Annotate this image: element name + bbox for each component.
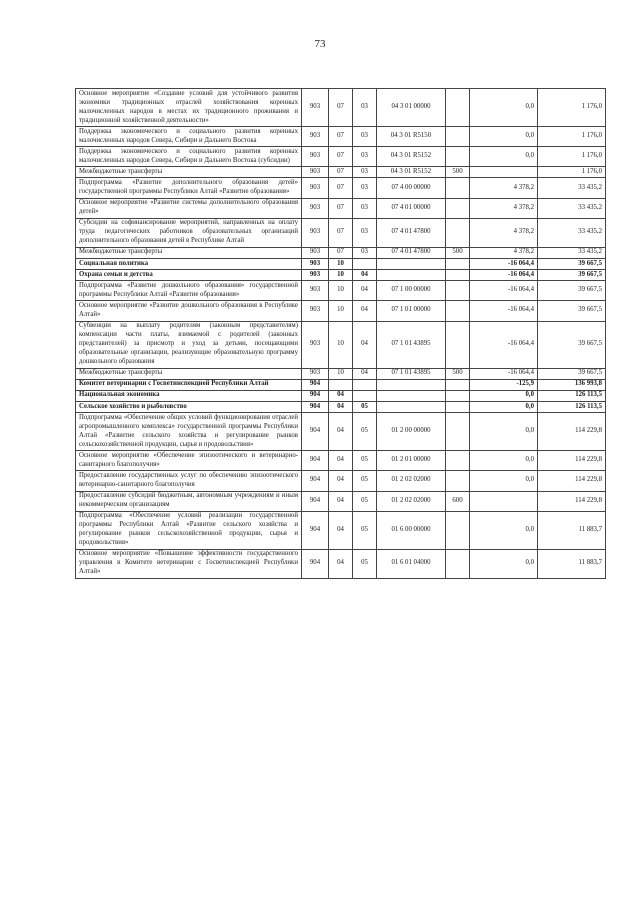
subsection-code: 03 [353, 247, 377, 258]
amount-change: 0,0 [470, 549, 538, 578]
table-row [76, 511, 606, 549]
table-row [76, 270, 606, 281]
section-code [329, 379, 353, 390]
grbs-code: 904 [302, 549, 329, 578]
grbs-code: 904 [302, 379, 329, 390]
section-code: 04 [329, 491, 353, 511]
row-name: Национальная экономика [76, 390, 302, 401]
amount-change: -16 064,4 [470, 301, 538, 321]
expense-type-code [446, 147, 470, 167]
row-name: Основное мероприятие «Развитие дошкольного образования в Республике Алтай» [76, 301, 302, 321]
subsection-code: 05 [353, 491, 377, 511]
amount-total: 1 176,0 [538, 167, 606, 178]
target-article-code: 01 2 01 00000 [377, 451, 446, 471]
expense-type-code: 500 [446, 247, 470, 258]
row-name: Поддержка экономического и социального развития коренных малочисленных народов Севера, Сибири и Дальнего Востока (субсидии) [76, 147, 302, 167]
expense-type-code [446, 270, 470, 281]
grbs-code: 904 [302, 471, 329, 491]
subsection-code: 05 [353, 413, 377, 451]
section-code: 04 [329, 413, 353, 451]
table-row [76, 368, 606, 379]
subsection-code: 04 [353, 301, 377, 321]
amount-change: 4 378,2 [470, 198, 538, 218]
amount-change: 4 378,2 [470, 218, 538, 247]
amount-total: 39 667,5 [538, 281, 606, 301]
amount-change: 0,0 [470, 89, 538, 127]
target-article-code: 01 2 02 02000 [377, 471, 446, 491]
row-name: Основное мероприятие «Обеспечение эпизоотического и ветеринарно-санитарного благополучия» [76, 451, 302, 471]
subsection-code: 05 [353, 511, 377, 549]
amount-change: 0,0 [470, 471, 538, 491]
target-article-code: 04 3 01 R5150 [377, 127, 446, 147]
grbs-code: 903 [302, 127, 329, 147]
section-code: 04 [329, 451, 353, 471]
section-code: 07 [329, 178, 353, 198]
subsection-code: 03 [353, 167, 377, 178]
table-row [76, 198, 606, 218]
row-name: Субсидии на софинансирование мероприятий, направленных на оплату труда педагогических работников образовательных организаций дополнительного образования детей в Республике Алтай [76, 218, 302, 247]
grbs-code: 903 [302, 281, 329, 301]
target-article-code: 04 3 01 R5152 [377, 167, 446, 178]
row-name: Подпрограмма «Обеспечение условий реализации государственной программы Республики Алтай «Развитие сельского хозяйства и регулирование рынков сельскохозяйственной продукции, сырья и продовольствия» [76, 511, 302, 549]
subsection-code: 03 [353, 178, 377, 198]
grbs-code: 904 [302, 491, 329, 511]
target-article-code: 07 4 01 00000 [377, 198, 446, 218]
section-code: 10 [329, 368, 353, 379]
grbs-code: 903 [302, 198, 329, 218]
grbs-code: 903 [302, 167, 329, 178]
amount-change [470, 491, 538, 511]
page-number: 73 [314, 38, 326, 50]
amount-total: 114 229,8 [538, 413, 606, 451]
table-row [76, 321, 606, 368]
target-article-code [377, 379, 446, 390]
expense-type-code [446, 218, 470, 247]
table-row [76, 471, 606, 491]
expense-type-code [446, 127, 470, 147]
row-name: Основное мероприятие «Развитие системы дополнительного образования детей» [76, 198, 302, 218]
grbs-code: 903 [302, 247, 329, 258]
amount-total: 136 993,8 [538, 379, 606, 390]
amount-total: 126 113,5 [538, 402, 606, 413]
subsection-code: 03 [353, 147, 377, 167]
amount-total: 114 229,8 [538, 491, 606, 511]
row-name: Подпрограмма «Развитие дополнительного образования детей» государственной программы Республики Алтай «Развитие образования» [76, 178, 302, 198]
table-row [76, 247, 606, 258]
amount-total: 126 113,5 [538, 390, 606, 401]
section-code: 07 [329, 127, 353, 147]
subsection-code: 03 [353, 127, 377, 147]
section-code: 10 [329, 321, 353, 368]
amount-change: 0,0 [470, 413, 538, 451]
subsection-code: 04 [353, 270, 377, 281]
expense-type-code [446, 301, 470, 321]
grbs-code: 904 [302, 402, 329, 413]
section-code: 04 [329, 549, 353, 578]
amount-total: 39 667,5 [538, 270, 606, 281]
row-name: Субвенции на выплату родителям (законным представителям) компенсации части платы, взимаемой с родителей (законных представителей) за присмотр и уход за детьми, посещающими образовательные организации, реализующие образовательную программу дошкольного образования [76, 321, 302, 368]
target-article-code: 07 1 01 43895 [377, 321, 446, 368]
subsection-code: 03 [353, 89, 377, 127]
row-name: Подпрограмма «Обеспечение общих условий функционирования отраслей агропромышленного комплекса» государственной программы Республики Алтай «Развитие сельского хозяйства и регулирование рынков сельскохозяйственной продукции, сырья и продовольствия» [76, 413, 302, 451]
grbs-code: 904 [302, 390, 329, 401]
target-article-code [377, 270, 446, 281]
expense-type-code [446, 402, 470, 413]
expense-type-code: 600 [446, 491, 470, 511]
amount-total: 33 435,2 [538, 247, 606, 258]
subsection-code: 04 [353, 368, 377, 379]
amount-total: 11 883,7 [538, 511, 606, 549]
table-row [76, 89, 606, 127]
expense-type-code [446, 471, 470, 491]
table-row [76, 127, 606, 147]
amount-change: -16 064,4 [470, 281, 538, 301]
section-code: 04 [329, 402, 353, 413]
target-article-code: 04 3 01 R5152 [377, 147, 446, 167]
amount-change: 0,0 [470, 147, 538, 167]
amount-total: 11 883,7 [538, 549, 606, 578]
expense-type-code [446, 89, 470, 127]
target-article-code: 07 1 01 43895 [377, 368, 446, 379]
grbs-code: 903 [302, 321, 329, 368]
row-name: Предоставление субсидий бюджетным, автономным учреждениям и иным некоммерческим организациям [76, 491, 302, 511]
row-name: Поддержка экономического и социального развития коренных малочисленных народов Севера, Сибири и Дальнего Востока [76, 127, 302, 147]
table-row [76, 258, 606, 269]
expense-type-code [446, 451, 470, 471]
amount-total: 1 176,0 [538, 147, 606, 167]
table-row [76, 491, 606, 511]
expense-type-code [446, 178, 470, 198]
target-article-code [377, 258, 446, 269]
subsection-code [353, 390, 377, 401]
amount-change: -16 064,4 [470, 270, 538, 281]
grbs-code: 903 [302, 368, 329, 379]
section-code: 07 [329, 247, 353, 258]
section-code: 07 [329, 147, 353, 167]
table-row [76, 549, 606, 578]
grbs-code: 903 [302, 301, 329, 321]
table-row [76, 379, 606, 390]
target-article-code: 07 4 01 47800 [377, 247, 446, 258]
amount-total: 33 435,2 [538, 178, 606, 198]
grbs-code: 903 [302, 89, 329, 127]
section-code: 10 [329, 301, 353, 321]
table-row [76, 167, 606, 178]
table-row [76, 218, 606, 247]
amount-total: 33 435,2 [538, 198, 606, 218]
row-name: Основное мероприятие «Повышение эффективности государственного управления в Комитете ветеринарии с Госветинспекцией Республики Алтай» [76, 549, 302, 578]
budget-table [75, 88, 606, 579]
grbs-code: 903 [302, 270, 329, 281]
target-article-code: 04 3 01 00000 [377, 89, 446, 127]
row-name: Социальная политика [76, 258, 302, 269]
expense-type-code [446, 281, 470, 301]
amount-change: -16 064,4 [470, 321, 538, 368]
subsection-code: 05 [353, 402, 377, 413]
expense-type-code [446, 198, 470, 218]
section-code: 10 [329, 270, 353, 281]
target-article-code: 07 1 00 00000 [377, 281, 446, 301]
target-article-code: 07 1 01 00000 [377, 301, 446, 321]
table-row [76, 281, 606, 301]
amount-total: 39 667,5 [538, 368, 606, 379]
section-code: 04 [329, 471, 353, 491]
table-row [76, 147, 606, 167]
grbs-code: 904 [302, 451, 329, 471]
row-name: Межбюджетные трансферты [76, 247, 302, 258]
subsection-code: 05 [353, 451, 377, 471]
amount-total: 39 667,5 [538, 301, 606, 321]
subsection-code: 05 [353, 549, 377, 578]
table-row [76, 451, 606, 471]
target-article-code: 01 6 00 00000 [377, 511, 446, 549]
amount-total: 114 229,8 [538, 471, 606, 491]
amount-change: 0,0 [470, 390, 538, 401]
subsection-code [353, 379, 377, 390]
expense-type-code [446, 549, 470, 578]
amount-total: 39 667,5 [538, 321, 606, 368]
amount-change: -125,9 [470, 379, 538, 390]
grbs-code: 903 [302, 258, 329, 269]
expense-type-code [446, 258, 470, 269]
table-row [76, 301, 606, 321]
grbs-code: 903 [302, 218, 329, 247]
subsection-code: 05 [353, 471, 377, 491]
row-name: Сельское хозяйство и рыболовство [76, 402, 302, 413]
amount-change: -16 064,4 [470, 258, 538, 269]
subsection-code: 03 [353, 198, 377, 218]
amount-change: 0,0 [470, 451, 538, 471]
section-code: 07 [329, 218, 353, 247]
section-code: 10 [329, 281, 353, 301]
grbs-code: 904 [302, 511, 329, 549]
expense-type-code [446, 379, 470, 390]
amount-total: 39 667,5 [538, 258, 606, 269]
section-code: 07 [329, 198, 353, 218]
target-article-code [377, 402, 446, 413]
expense-type-code: 500 [446, 167, 470, 178]
expense-type-code [446, 321, 470, 368]
amount-total: 114 229,8 [538, 451, 606, 471]
target-article-code: 01 2 00 00000 [377, 413, 446, 451]
row-name: Межбюджетные трансферты [76, 167, 302, 178]
amount-change: 0,0 [470, 511, 538, 549]
subsection-code: 04 [353, 321, 377, 368]
grbs-code: 903 [302, 178, 329, 198]
row-name: Межбюджетные трансферты [76, 368, 302, 379]
expense-type-code [446, 511, 470, 549]
amount-change: -16 064,4 [470, 368, 538, 379]
amount-change: 4 378,2 [470, 178, 538, 198]
section-code: 04 [329, 390, 353, 401]
table-row [76, 178, 606, 198]
section-code: 07 [329, 89, 353, 127]
expense-type-code [446, 390, 470, 401]
target-article-code: 01 6 01 04000 [377, 549, 446, 578]
subsection-code: 03 [353, 218, 377, 247]
target-article-code: 07 4 00 00000 [377, 178, 446, 198]
amount-change: 0,0 [470, 127, 538, 147]
budget-table-body [76, 89, 606, 579]
row-name: Охрана семьи и детства [76, 270, 302, 281]
amount-change: 0,0 [470, 402, 538, 413]
table-row [76, 402, 606, 413]
table-row [76, 413, 606, 451]
target-article-code [377, 390, 446, 401]
grbs-code: 904 [302, 413, 329, 451]
row-name: Подпрограмма «Развитие дошкольного образования» государственной программы Республики Алтай «Развитие образования» [76, 281, 302, 301]
amount-total: 1 176,0 [538, 127, 606, 147]
subsection-code [353, 258, 377, 269]
row-name: Основное мероприятие «Создание условий для устойчивого развития экономики традиционных отраслей хозяйствования коренных малочисленных народов в местах их традиционного проживания и традиционной хозяйственной деятельности» [76, 89, 302, 127]
amount-change: 4 378,2 [470, 247, 538, 258]
target-article-code: 01 2 02 02000 [377, 491, 446, 511]
section-code: 07 [329, 167, 353, 178]
row-name: Предоставление государственных услуг по обеспечению эпизоотического ветеринарно-санитарного благополучия [76, 471, 302, 491]
subsection-code: 04 [353, 281, 377, 301]
target-article-code: 07 4 01 47800 [377, 218, 446, 247]
row-name: Комитет ветеринарии с Госветинспекцией Республики Алтай [76, 379, 302, 390]
expense-type-code: 500 [446, 368, 470, 379]
amount-total: 33 435,2 [538, 218, 606, 247]
table-row [76, 390, 606, 401]
amount-total: 1 176,0 [538, 89, 606, 127]
section-code: 10 [329, 258, 353, 269]
grbs-code: 903 [302, 147, 329, 167]
section-code: 04 [329, 511, 353, 549]
expense-type-code [446, 413, 470, 451]
amount-change [470, 167, 538, 178]
